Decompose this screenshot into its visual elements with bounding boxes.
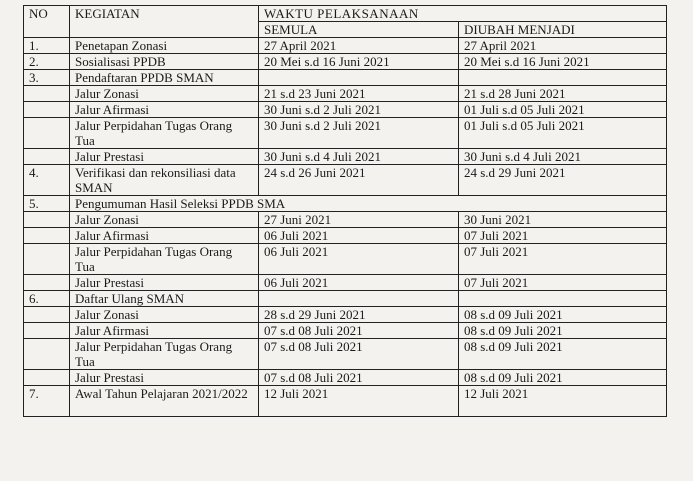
row-semula: 06 Juli 2021 <box>259 228 459 244</box>
row-semula: 27 Juni 2021 <box>259 212 459 228</box>
table-row <box>24 212 667 228</box>
row-kegiatan: Jalur Prestasi <box>70 275 259 291</box>
row-kegiatan: Sosialisasi PPDB <box>70 54 259 70</box>
table-row <box>24 386 667 417</box>
row-no: 4. <box>24 165 70 196</box>
schedule-table <box>23 5 667 417</box>
table-row <box>24 54 667 70</box>
row-diubah: 30 Juni 2021 <box>459 212 667 228</box>
row-semula: 12 Juli 2021 <box>259 386 459 417</box>
header-no: NO <box>24 6 70 38</box>
row-no <box>24 102 70 118</box>
row-semula <box>259 70 459 86</box>
row-no <box>24 86 70 102</box>
row-diubah: 12 Juli 2021 <box>459 386 667 417</box>
row-semula: 24 s.d 26 Juni 2021 <box>259 165 459 196</box>
row-diubah: 07 Juli 2021 <box>459 228 667 244</box>
row-diubah: 01 Juli s.d 05 Juli 2021 <box>459 118 667 149</box>
row-no <box>24 307 70 323</box>
row-no: 6. <box>24 291 70 307</box>
table-row <box>24 370 667 386</box>
row-diubah: 08 s.d 09 Juli 2021 <box>459 307 667 323</box>
row-no: 7. <box>24 386 70 417</box>
row-semula: 07 s.d 08 Juli 2021 <box>259 339 459 370</box>
table-row <box>24 38 667 54</box>
row-diubah: 08 s.d 09 Juli 2021 <box>459 339 667 370</box>
header-waktu-pelaksanaan: WAKTU PELAKSANAAN <box>259 6 667 22</box>
row-diubah: 07 Juli 2021 <box>459 244 667 275</box>
row-kegiatan: Jalur Zonasi <box>70 212 259 228</box>
table-row <box>24 307 667 323</box>
row-kegiatan: Jalur Zonasi <box>70 86 259 102</box>
row-diubah: 21 s.d 28 Juni 2021 <box>459 86 667 102</box>
table-row <box>24 228 667 244</box>
header-kegiatan: KEGIATAN <box>70 6 259 38</box>
row-semula: 07 s.d 08 Juli 2021 <box>259 370 459 386</box>
row-no <box>24 323 70 339</box>
row-diubah: 08 s.d 09 Juli 2021 <box>459 370 667 386</box>
row-kegiatan: Jalur Afirmasi <box>70 228 259 244</box>
row-semula: 20 Mei s.d 16 Juni 2021 <box>259 54 459 70</box>
row-no <box>24 149 70 165</box>
row-no: 1. <box>24 38 70 54</box>
row-no <box>24 370 70 386</box>
row-semula: 07 s.d 08 Juli 2021 <box>259 323 459 339</box>
row-semula: 30 Juni s.d 4 Juli 2021 <box>259 149 459 165</box>
table-row <box>24 196 667 212</box>
table-row <box>24 323 667 339</box>
row-diubah <box>459 70 667 86</box>
table-row <box>24 118 667 149</box>
row-kegiatan: Penetapan Zonasi <box>70 38 259 54</box>
row-semula: 28 s.d 29 Juni 2021 <box>259 307 459 323</box>
table-row <box>24 149 667 165</box>
row-semula: 21 s.d 23 Juni 2021 <box>259 86 459 102</box>
row-no: 5. <box>24 196 70 212</box>
row-diubah: 30 Juni s.d 4 Juli 2021 <box>459 149 667 165</box>
row-no: 3. <box>24 70 70 86</box>
row-diubah <box>459 291 667 307</box>
row-diubah: 01 Juli s.d 05 Juli 2021 <box>459 102 667 118</box>
row-no <box>24 118 70 149</box>
header-diubah-menjadi: DIUBAH MENJADI <box>459 22 667 38</box>
row-no <box>24 275 70 291</box>
row-semula: 30 Juni s.d 2 Juli 2021 <box>259 118 459 149</box>
row-no <box>24 339 70 370</box>
row-kegiatan: Verifikasi dan rekonsiliasi data SMAN <box>70 165 259 196</box>
row-kegiatan: Jalur Perpidahan Tugas Orang Tua <box>70 118 259 149</box>
table-row <box>24 275 667 291</box>
header-semula: SEMULA <box>259 22 459 38</box>
row-semula <box>259 291 459 307</box>
row-no <box>24 228 70 244</box>
row-kegiatan: Pengumuman Hasil Seleksi PPDB SMA <box>70 196 667 212</box>
row-kegiatan: Jalur Perpidahan Tugas Orang Tua <box>70 244 259 275</box>
row-semula: 06 Juli 2021 <box>259 275 459 291</box>
row-diubah: 20 Mei s.d 16 Juni 2021 <box>459 54 667 70</box>
row-diubah: 08 s.d 09 Juli 2021 <box>459 323 667 339</box>
table-row <box>24 86 667 102</box>
row-diubah: 24 s.d 29 Juni 2021 <box>459 165 667 196</box>
row-diubah: 07 Juli 2021 <box>459 275 667 291</box>
table-row <box>24 165 667 196</box>
row-no <box>24 244 70 275</box>
row-kegiatan: Jalur Prestasi <box>70 149 259 165</box>
row-kegiatan: Jalur Prestasi <box>70 370 259 386</box>
row-no <box>24 212 70 228</box>
row-semula: 30 Juni s.d 2 Juli 2021 <box>259 102 459 118</box>
row-kegiatan: Jalur Afirmasi <box>70 323 259 339</box>
table-row <box>24 102 667 118</box>
row-kegiatan: Jalur Perpidahan Tugas Orang Tua <box>70 339 259 370</box>
row-kegiatan: Awal Tahun Pelajaran 2021/2022 <box>70 386 259 417</box>
table-row <box>24 339 667 370</box>
row-semula: 27 April 2021 <box>259 38 459 54</box>
row-kegiatan: Daftar Ulang SMAN <box>70 291 259 307</box>
row-kegiatan: Jalur Afirmasi <box>70 102 259 118</box>
table-row <box>24 70 667 86</box>
row-kegiatan: Jalur Zonasi <box>70 307 259 323</box>
row-no: 2. <box>24 54 70 70</box>
table-row <box>24 244 667 275</box>
table-row <box>24 291 667 307</box>
row-semula: 06 Juli 2021 <box>259 244 459 275</box>
row-kegiatan: Pendaftaran PPDB SMAN <box>70 70 259 86</box>
row-diubah: 27 April 2021 <box>459 38 667 54</box>
